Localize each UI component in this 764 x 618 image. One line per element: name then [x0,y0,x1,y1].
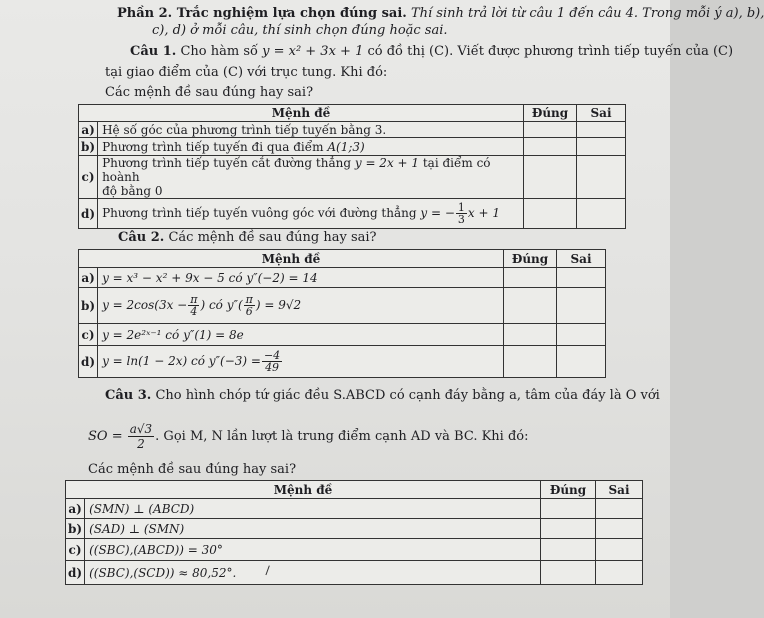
part-heading-line [117,6,764,21]
q1-row-c-cell [98,156,524,199]
q1-row-c-text: Phương trình tiếp tuyến cắt đường thẳng [102,156,352,170]
q3-table [65,480,643,585]
q1-text-2: tại giao điểm của (C) với trục tung. Khi đó: [105,65,388,80]
q2-row-d-label: d) [79,346,98,378]
q2-row-b-d2: 6 [245,305,253,318]
q1-row-d-math2: x + 1 [467,206,501,220]
q2-row-a-true-cell[interactable] [504,268,557,288]
part-instruction-1: Thí sinh trả lời từ câu 1 đến câu 4. Trong mỗi ý a), b), [410,6,764,21]
q3-row-a-false-cell[interactable] [596,499,643,519]
q3-row-b-false-cell[interactable] [596,519,643,539]
q2-row-b-label: b) [79,288,98,324]
q1-row-b-text: Phương trình tiếp tuyến đi qua điểm [102,139,324,154]
q1-row-d [79,199,626,229]
q2-row-b-d1: 4 [190,305,198,318]
q1-table [78,104,626,229]
q1-row-c-label: c) [79,156,98,199]
q2-row-d-den: 49 [265,361,280,374]
q2-header-true: Đúng [504,250,557,268]
q1-row-b-label: b) [79,138,98,156]
q1-row-d-false-cell[interactable] [577,199,626,229]
q3-row-d-true-cell[interactable] [541,561,596,585]
q3-header-true: Đúng [541,481,596,499]
q2-header-statement: Mệnh đề [79,250,504,268]
q3-so-lhs: SO = [88,429,123,444]
q1-row-d-den: 3 [457,213,465,226]
q1-row-c-false-cell[interactable] [577,156,626,199]
q2-row-b-true-cell[interactable] [504,288,557,324]
q3-row-c-true-cell[interactable] [541,539,596,561]
q2-table [78,249,606,378]
q3-row-a-math: (SMN) ⊥ (ABCD) [85,499,541,519]
q2-line [118,230,377,245]
q1-text-3: Các mệnh đề sau đúng hay sai? [105,85,314,100]
q3-row-c [66,539,643,561]
q1-row-d-num: 1 [457,201,465,214]
q3-so-fraction [128,422,154,451]
q1-row-d-label: d) [79,199,98,229]
q2-row-a [79,268,606,288]
q3-row-d-math: ((SBC),(SCD)) ≈ 80,52°. [85,561,541,585]
q3-header-false: Sai [596,481,643,499]
q2-row-c-label: c) [79,324,98,346]
q3-row-b-math: (SAD) ⊥ (SMN) [85,519,541,539]
q1-row-b-cell [98,138,524,156]
q3-row-d-false-cell[interactable] [596,561,643,585]
q2-row-b-m3: ) = 9√2 [255,298,302,312]
q1-row-a-label: a) [79,122,98,138]
q2-row-b-frac2 [244,294,255,317]
q2-text: Các mệnh đề sau đúng hay sai? [168,230,377,245]
q1-row-a [79,122,626,138]
q3-text-3: Các mệnh đề sau đúng hay sai? [88,462,297,477]
q2-row-c-math: y = 2e²ˣ⁻¹ có y″(1) = 8e [98,324,504,346]
q3-line-2 [88,422,529,451]
q2-row-b [79,288,606,324]
q1-header-statement: Mệnh đề [79,105,524,122]
q1-row-a-false-cell[interactable] [577,122,626,138]
q2-row-d [79,346,606,378]
q1-text-1b: có đồ thị (C). Viết được phương trình tiếp tuyến của (C) [367,44,734,59]
q2-row-d-m1: y = ln(1 − 2x) có y″(−3) = [102,354,261,368]
q3-row-c-false-cell[interactable] [596,539,643,561]
q2-title: Câu 2. [118,230,165,245]
q1-row-d-true-cell[interactable] [524,199,577,229]
q1-row-c-text2: tại điểm có hoành [102,156,491,184]
q1-row-a-true-cell[interactable] [524,122,577,138]
q2-row-b-n2: π [245,293,253,306]
q1-row-c-text3: độ bằng 0 [102,184,163,198]
q2-row-c [79,324,606,346]
q1-header-true: Đúng [524,105,577,122]
q3-row-a-label: a) [66,499,85,519]
q3-text-2: . Gọi M, N lần lượt là trung điểm cạnh AD và BC. Khi đó: [155,429,529,444]
q1-title: Câu 1. [130,44,177,59]
q3-row-c-label: c) [66,539,85,561]
q2-row-b-frac1 [188,294,199,317]
q3-so-num: a√3 [129,422,153,436]
q2-row-d-true-cell[interactable] [504,346,557,378]
q2-row-b-n1: π [190,293,198,306]
q1-row-b-false-cell[interactable] [577,138,626,156]
q3-row-a [66,499,643,519]
q1-row-d-cell [98,199,524,229]
q3-row-a-true-cell[interactable] [541,499,596,519]
q3-row-d [66,561,643,585]
q2-row-c-true-cell[interactable] [504,324,557,346]
q1-row-d-fraction [456,202,467,225]
q3-text-1: Cho hình chóp tứ giác đều S.ABCD có cạnh đáy bằng a, tâm của đáy là O với [155,388,660,403]
q2-header-false: Sai [557,250,606,268]
q2-row-b-m1: y = 2cos(3x − [102,298,188,312]
q2-row-b-m2: ) có y″( [200,298,243,312]
q2-row-b-false-cell[interactable] [557,288,606,324]
q1-row-d-text: Phương trình tiếp tuyến vuông góc với đường thẳng [102,206,417,220]
q1-row-a-text: Hệ số góc của phương trình tiếp tuyến bằng 3. [98,122,524,138]
q1-row-c-true-cell[interactable] [524,156,577,199]
q1-text-1a: Cho hàm số [180,44,258,59]
q1-row-b-true-cell[interactable] [524,138,577,156]
q2-row-d-num: −4 [263,349,281,362]
q2-row-d-frac [262,350,282,373]
q1-row-b [79,138,626,156]
q1-row-c [79,156,626,199]
q3-header-statement: Mệnh đề [66,481,541,499]
q1-row-d-math: y = − [420,206,455,220]
q2-row-a-false-cell[interactable] [557,268,606,288]
q2-row-d-cell [98,346,504,378]
q3-row-b-true-cell[interactable] [541,519,596,539]
q3-row-b [66,519,643,539]
q3-row-c-math: ((SBC),(ABCD)) = 30° [85,539,541,561]
q1-function: y = x² + 3x + 1 [262,44,364,59]
q1-row-b-math: A(1;3) [327,139,365,154]
q1-header-false: Sai [577,105,626,122]
q2-row-b-cell [98,288,504,324]
q3-so-den: 2 [137,437,145,451]
q2-row-d-false-cell[interactable] [557,346,606,378]
q1-row-c-math: y = 2x + 1 [354,156,420,170]
q3-row-b-label: b) [66,519,85,539]
q3-title: Câu 3. [105,388,152,403]
q1-line-1 [130,44,733,59]
q2-row-a-label: a) [79,268,98,288]
part-instruction-2: c), d) ở mỗi câu, thí sinh chọn đúng hoặc sai. [152,23,448,38]
q2-row-a-math: y = x³ − x² + 9x − 5 có y″(−2) = 14 [98,268,504,288]
q2-row-c-false-cell[interactable] [557,324,606,346]
q3-row-d-label: d) [66,561,85,585]
part-heading: Phần 2. Trắc nghiệm lựa chọn đúng sai. [117,6,407,21]
q3-line-1 [105,388,660,403]
